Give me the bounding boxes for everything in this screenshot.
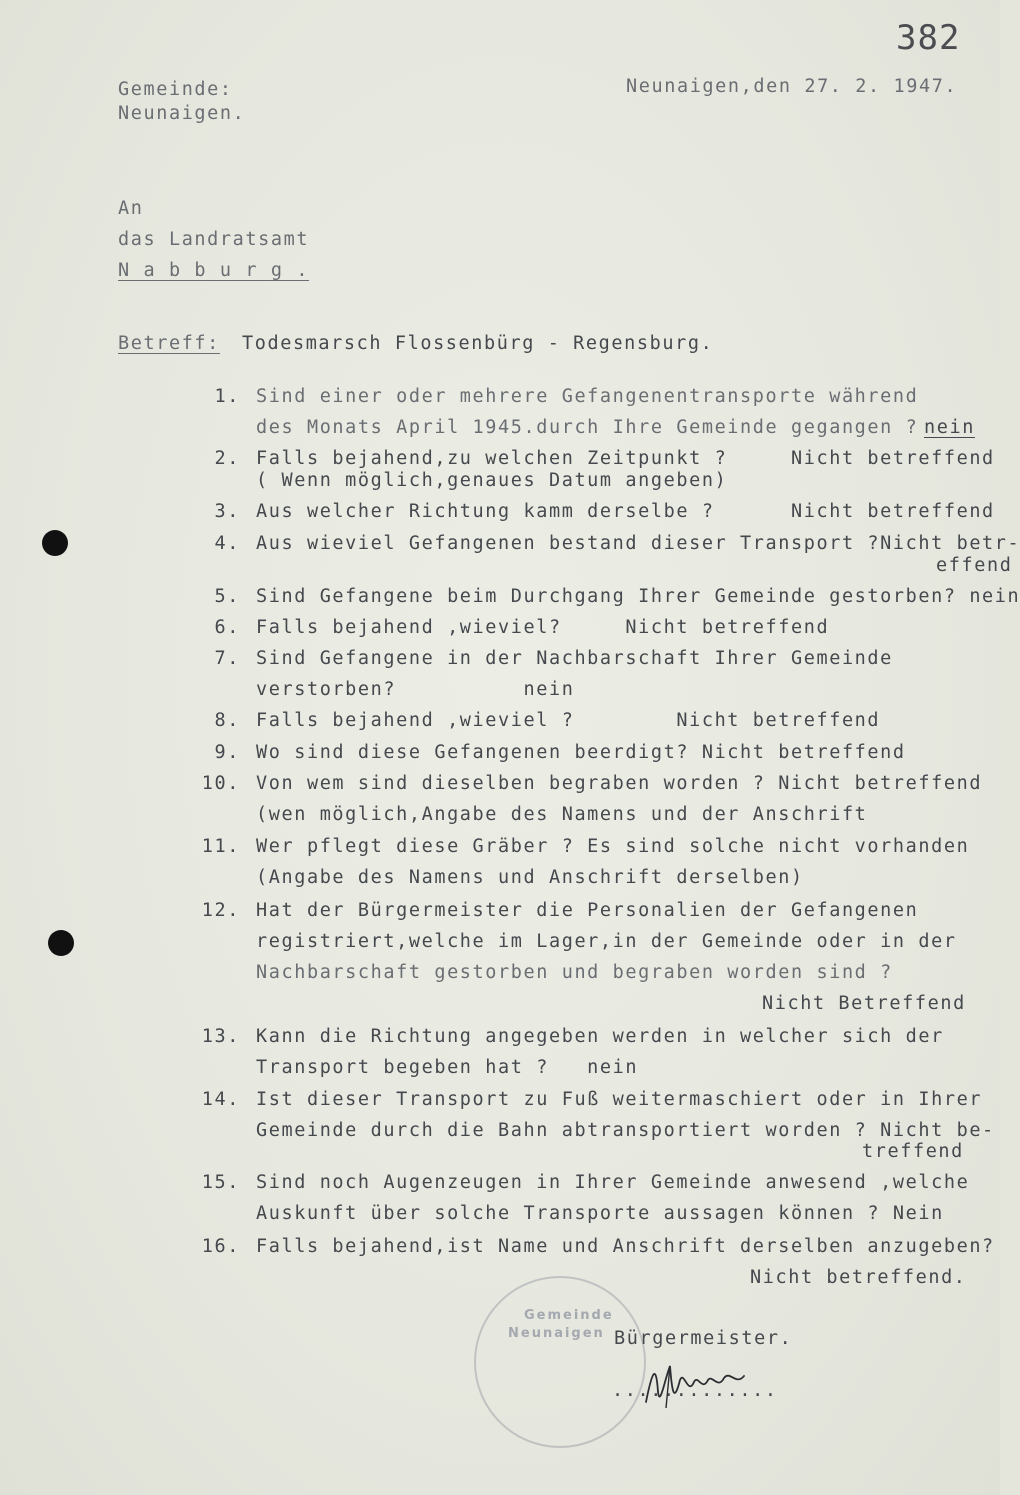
- item-text: Sind einer oder mehrere Gefangenentransporte während: [256, 386, 919, 407]
- page-number: 382: [896, 18, 961, 58]
- subject-text: Todesmarsch Flossenbürg - Regensburg.: [242, 333, 714, 354]
- item-text: Hat der Bürgermeister die Personalien der Gefangenen: [256, 900, 919, 921]
- item-text: Falls bejahend,zu welchen Zeitpunkt ? Nicht betreffend: [256, 448, 995, 469]
- item-text: Sind noch Augenzeugen in Ihrer Gemeinde anwesend ,welche: [256, 1172, 970, 1193]
- item-number: 5.: [214, 586, 240, 607]
- item-number: 4.: [214, 533, 240, 554]
- item-text: ( Wenn möglich,genaues Datum angeben): [256, 470, 728, 491]
- item-text: Falls bejahend ,wieviel ? Nicht betreffend: [256, 710, 881, 731]
- item-text: Auskunft über solche Transporte aussagen können ? Nein: [256, 1203, 944, 1224]
- item-text: Wer pflegt diese Gräber ? Es sind solche nicht vorhanden: [256, 836, 970, 857]
- municipality-label: Gemeinde:: [118, 79, 233, 100]
- item-text: Ist dieser Transport zu Fuß weitermaschiert oder in Ihrer: [256, 1089, 983, 1110]
- subject-label: Betreff:: [118, 333, 220, 354]
- punch-hole: [42, 530, 68, 556]
- item-text: Falls bejahend ,wieviel? Nicht betreffend: [256, 617, 830, 638]
- item-text: Gemeinde durch die Bahn abtransportiert worden ? Nicht be-: [256, 1120, 995, 1141]
- item-number: 7.: [214, 648, 240, 669]
- item-text: Sind Gefangene in der Nachbarschaft Ihrer Gemeinde: [256, 648, 893, 669]
- item-number: 8.: [214, 710, 240, 731]
- item-number: 11.: [201, 836, 240, 857]
- item-number: 16.: [201, 1236, 240, 1257]
- item-text: des Monats April 1945.durch Ihre Gemeinde gegangen ?: [256, 417, 919, 438]
- item-number: 3.: [214, 501, 240, 522]
- item-text: Kann die Richtung angegeben werden in welcher sich der: [256, 1026, 944, 1047]
- handwritten-signature: [640, 1352, 760, 1412]
- municipal-stamp: [474, 1276, 646, 1448]
- recipient-line3: N a b b u r g .: [118, 260, 310, 281]
- stamp-text: Neunaigen: [508, 1326, 605, 1341]
- item-answer: nein: [924, 417, 975, 438]
- item-number: 10.: [201, 773, 240, 794]
- mayor-title: Bürgermeister.: [614, 1328, 793, 1349]
- punch-hole: [48, 930, 74, 956]
- item-number: 12.: [201, 900, 240, 921]
- item-number: 13.: [201, 1026, 240, 1047]
- item-text: Wo sind diese Gefangenen beerdigt? Nicht betreffend: [256, 742, 906, 763]
- item-text: verstorben? nein: [256, 679, 575, 700]
- item-text: Sind Gefangene beim Durchgang Ihrer Gemeinde gestorben? nein: [256, 586, 1020, 607]
- item-text: Nicht betreffend.: [750, 1267, 967, 1288]
- item-number: 6.: [214, 617, 240, 638]
- stamp-text: Gemeinde: [524, 1308, 614, 1323]
- item-number: 14.: [201, 1089, 240, 1110]
- item-text: Nachbarschaft gestorben und begraben worden sind ?: [256, 962, 893, 983]
- item-text: Von wem sind dieselben begraben worden ? Nicht betreffend: [256, 773, 983, 794]
- item-number: 2.: [214, 448, 240, 469]
- item-text: Falls bejahend,ist Name und Anschrift derselben anzugeben?: [256, 1236, 995, 1257]
- municipality-name: Neunaigen.: [118, 103, 246, 124]
- item-text: treffend: [862, 1141, 964, 1162]
- date-line: Neunaigen,den 27. 2. 1947.: [626, 76, 958, 97]
- item-text: (Angabe des Namens und Anschrift derselben): [256, 867, 804, 888]
- item-text: Nicht Betreffend: [762, 993, 966, 1014]
- item-number: 1.: [214, 386, 240, 407]
- item-text: Aus wieviel Gefangenen bestand dieser Transport ?Nicht betr-: [256, 533, 1020, 554]
- item-text: Transport begeben hat ? nein: [256, 1057, 639, 1078]
- signature-dots: .............: [612, 1380, 778, 1401]
- item-text: registriert,welche im Lager,in der Gemeinde oder in der: [256, 931, 957, 952]
- recipient-line2: das Landratsamt: [118, 229, 310, 250]
- item-text: effend: [936, 555, 1013, 576]
- recipient-line1: An: [118, 198, 144, 219]
- item-text: Aus welcher Richtung kamm derselbe ? Nicht betreffend: [256, 501, 995, 522]
- item-text: (wen möglich,Angabe des Namens und der Anschrift: [256, 804, 868, 825]
- item-number: 15.: [201, 1172, 240, 1193]
- item-number: 9.: [214, 742, 240, 763]
